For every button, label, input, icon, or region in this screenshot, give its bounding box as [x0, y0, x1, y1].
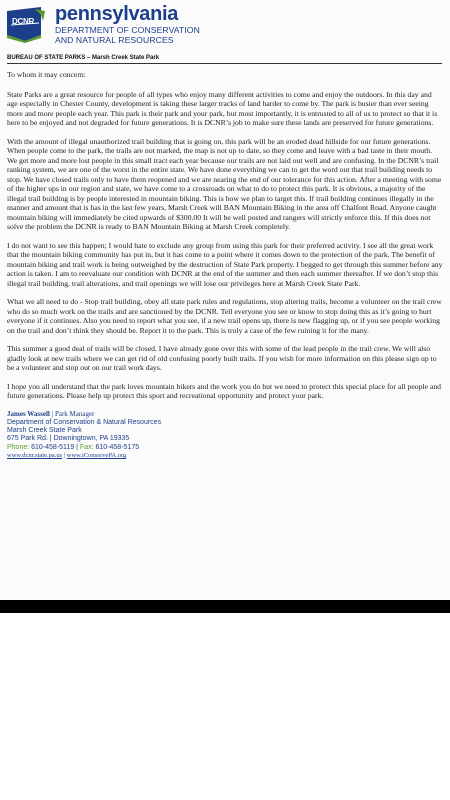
brand-block [55, 3, 200, 45]
signer-org: Department of Conservation & Natural Resources [7, 418, 162, 426]
signer-address: 675 Park Rd. | Downingtown, PA 19335 [7, 435, 130, 443]
bottom-band [0, 600, 450, 613]
paragraph-5: This summer a good deal of trails will be closed. I have already gone over this with some of the lead people in the trail crew. We will also gladly look at new trails where we can get rid of old confusing poorly built trails. If you wish for more information on this please sign up to be a volunteer and stop out on our trail work days. [7, 344, 437, 372]
brand-dept-line1: DEPARTMENT OF CONSERVATION [55, 25, 200, 35]
dcnr-website-link[interactable]: www.dcnr.state.pa.us [7, 451, 63, 459]
paragraph-4: What we all need to do - Stop trail building, obey all state park rules and regulations, stop altering trails, become a volunteer on the trail crew who do so much work on the trails and are sanctioned by the DCNR. Tell everyone you see or know to stop doing this as it’s going to hurt everyone if it continues. Also you need to report what you see, if a new trail opens up, there is new flagging up, or if you see people working on the trail and don’t think they should be. Report it to the park. This is truly a case of the few ruining it for the many. [7, 297, 442, 335]
link-separator: | [63, 451, 66, 459]
signer-title: | Park Manager [51, 409, 95, 418]
fax-label: Fax: [79, 443, 94, 451]
iconservepa-link[interactable]: www.iConservePA.org [66, 451, 127, 459]
letter-body [7, 70, 443, 460]
signer-phone-fax: Phone: 610-458-5119 | Fax: 610-458-5175 [7, 443, 140, 451]
signature-block [7, 410, 443, 461]
signer-park: Marsh Creek State Park [7, 427, 82, 435]
paragraph-1: State Parks are a great resource for people of all types who enjoy many different activities to come and enjoy the outdoors. In this day and age especially in Chester County, development is taking these larger tracks of land harder to come by. The park is busier than ever seeing more and more people each year. This park is their park and your park, but most importantly, it is entrusted to all of us to protect so that it is here to be enjoyed and not degraded for future generations. It is DCNR’s job to make sure these lands are preserved for future generations. [7, 89, 438, 127]
bureau-line: BUREAU OF STATE PARKS – Marsh Creek State Park [7, 55, 160, 61]
fax-number: 610-458-5175 [95, 443, 140, 451]
signer-name: James Wassell [7, 409, 50, 418]
brand-dept-line2: AND NATURAL RESOURCES [55, 35, 174, 45]
paragraph-3: I do not want to see this happen; I would hate to exclude any group from using this park for their preferred activity. I see all the great work that the mountain biking community has put in, but it has come to a point where it comes down to the protection of the park. The benefit of mountain biking and trail work is being outweighed by the destruction of State Park property. I begged to get through this summer before any action is taken. I am to reevaluate our condition with DCNR at the end of the summer and then each summer thereafter. If we don’t stop this illegal trail building, trail alterations, and trail openings we will lose our privileges here at Marsh Creek State Park. [7, 240, 443, 288]
brand-state: pennsylvania [55, 3, 179, 25]
dcnr-logo-icon [5, 5, 47, 43]
greeting: To whom it may concern: [7, 70, 86, 79]
header-divider [7, 63, 442, 64]
logo-text: DCNR [12, 17, 34, 26]
phone-label: Phone: [7, 443, 30, 451]
phone-number[interactable]: 610-458-5119 [31, 443, 75, 451]
letterhead [5, 3, 305, 49]
paragraph-6: I hope you all understand that the park loves mountain bikers and the work you do but we need to protect this special place for all people and future generations. Please help up protect this sport and recreational opportunity and protect your park. [7, 381, 442, 400]
paragraph-2: With the amount of illegal unauthorized trail building that is going on, this park will be an eroded dead hillside for our future generations. When people come to the park, the trails are not marked, the map is not up to date, so they come and leave with a bad taste in their mouth. We get more and more lost people in this small tract each year because our trails are not laid out well and are confusing. In the DCNR’s trail ranking system, we are one of the worst in the entire state. We have done everything we can to get the word out that trail building needs to stop. We have closed trails only to have them reopened and we are nearing the end of our tolerance for this action. After a meeting with some of the higher ups in our region and state, we have come to a crossroads on what to do to protect this park. It is obvious, a majority of the illegal trail building is by people interested in mountain biking. This is how we plan to target this. If trail building continues illegally in the manner and amount that is has in the last few years, Marsh Creek will BAN Mountain Biking in the area off Chalfont Road. Anyone caught mountain biking will immediately be cited upwards of $300.00 It will be well posted and rangers will strictly enforce this. If this does not solve the problem the DCNR is ready to BAN Mountain Biking at Marsh Creek completely. [7, 136, 442, 231]
signer-links [7, 452, 443, 460]
